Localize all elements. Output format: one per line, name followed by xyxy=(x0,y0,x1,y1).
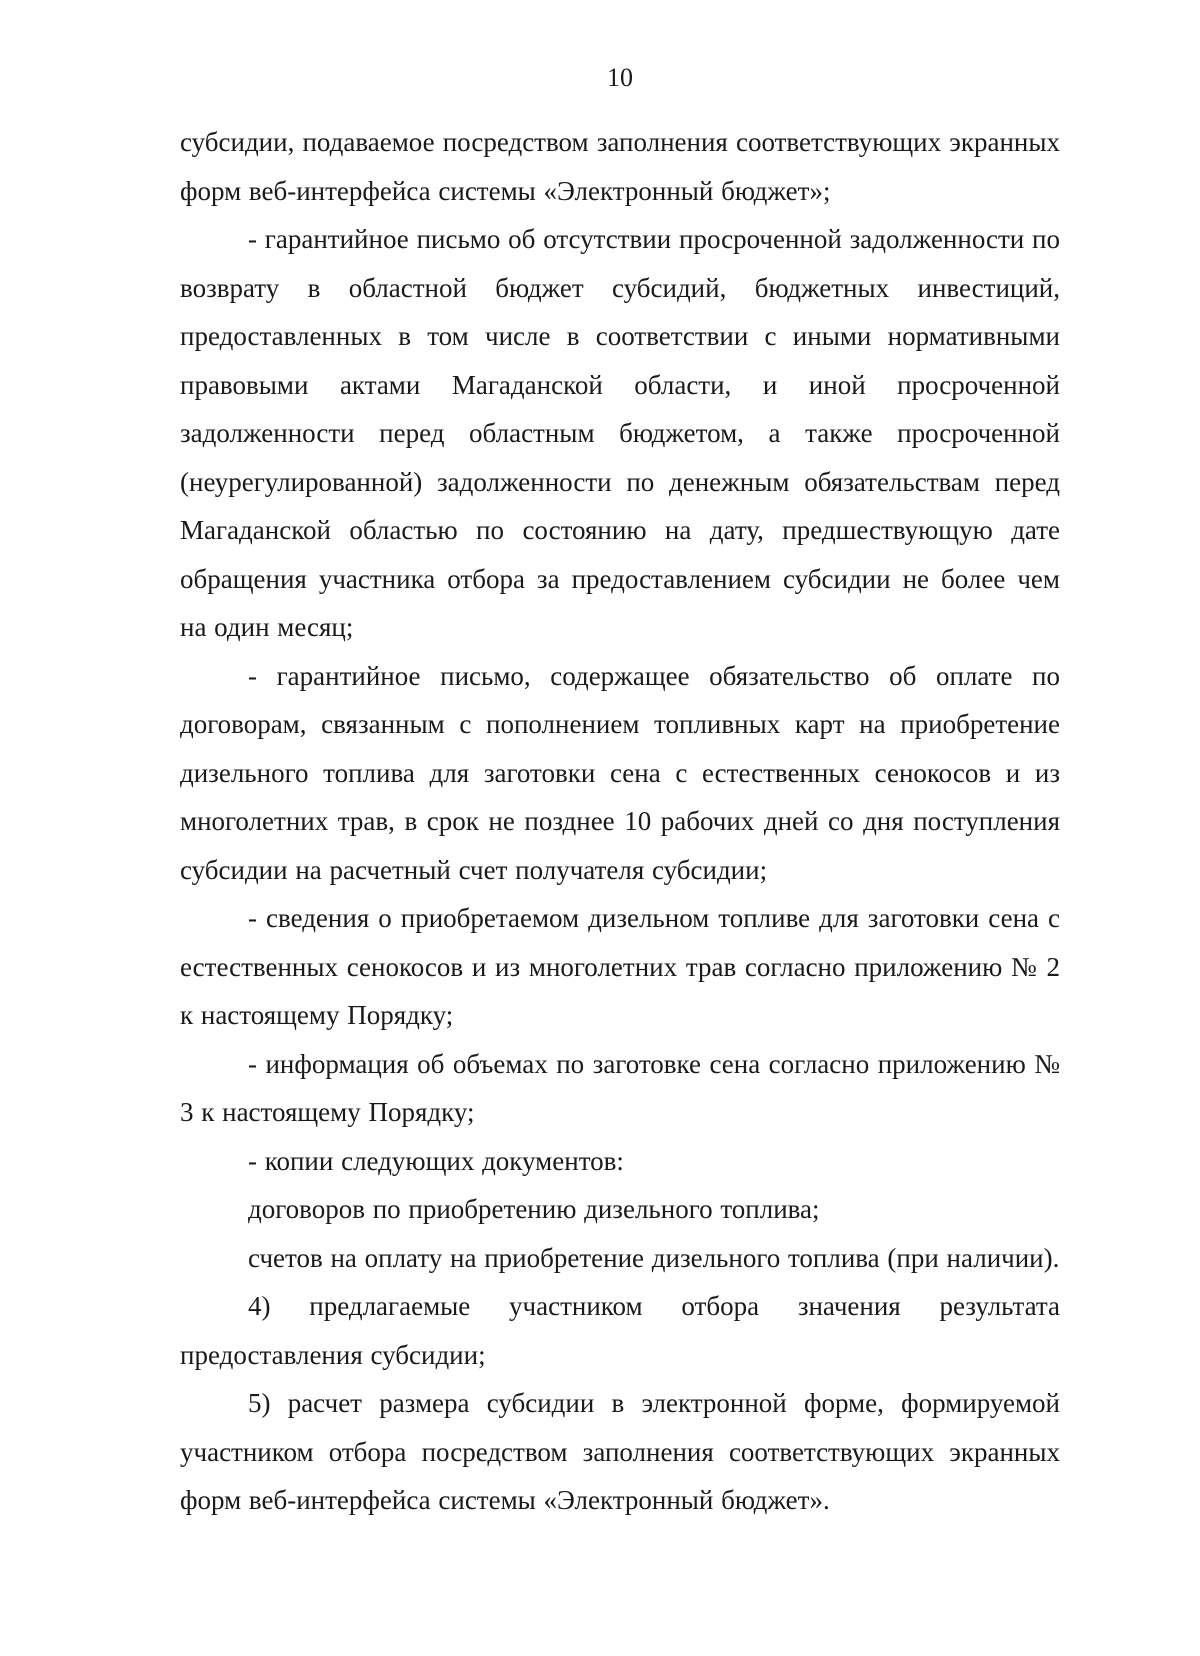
paragraph-fuel-info: - сведения о приобретаемом дизельном топливе для заготовки сена с естественных сенокосов и из многолетних трав согласно приложению № 2 к настоящему Порядку; xyxy=(180,903,1060,1030)
paragraph-fuel-contracts: договоров по приобретению дизельного топлива; xyxy=(248,1194,820,1224)
paragraph-guarantee-letter-debt: - гарантийное письмо об отсутствии просроченной задолженности по возврату в областной бюджет субсидий, бюджетных инвестиций, предоставленных в том числе в соответствии с иными нормативными правовыми актами Магаданской области, и иной просроченной задолженности перед областным бюджетом, а также просроченной (неурегулированной) задолженности по денежным обязательствам перед Магаданской областью по состоянию на дату, предшествующую дате обращения участника отбора за предоставлением субсидии не более чем на один месяц; xyxy=(180,224,1060,642)
document-body xyxy=(180,118,1060,1525)
paragraph-guarantee-letter-payment: - гарантийное письмо, содержащее обязательство об оплате по договорам, связанным с пополнением топливных карт на приобретение дизельного топлива для заготовки сена с естественных сенокосов и из многолетних трав, в срок не позднее 10 рабочих дней со дня поступления субсидии на расчетный счет получателя субсидии; xyxy=(180,660,1060,885)
paragraph-continuation: субсидии, подаваемое посредством заполнения соответствующих экранных форм веб-интерфейса системы «Электронный бюджет»; xyxy=(180,127,1060,206)
paragraph-document-copies: - копии следующих документов: xyxy=(248,1145,624,1176)
paragraph-hay-volume-info: - информация об объемах по заготовке сена согласно приложению № 3 к настоящему Порядку; xyxy=(180,1048,1060,1127)
paragraph-item-4: 4) предлагаемые участником отбора значения результата предоставления субсидии; xyxy=(180,1291,1060,1370)
page-number: 10 xyxy=(607,63,633,92)
paragraph-invoices: счетов на оплату на приобретение дизельного топлива (при наличии). xyxy=(248,1242,1060,1273)
paragraph-item-5: 5) расчет размера субсидии в электронной форме, формируемой участником отбора посредством заполнения соответствующих экранных форм веб-интерфейса системы «Электронный бюджет». xyxy=(180,1388,1060,1515)
